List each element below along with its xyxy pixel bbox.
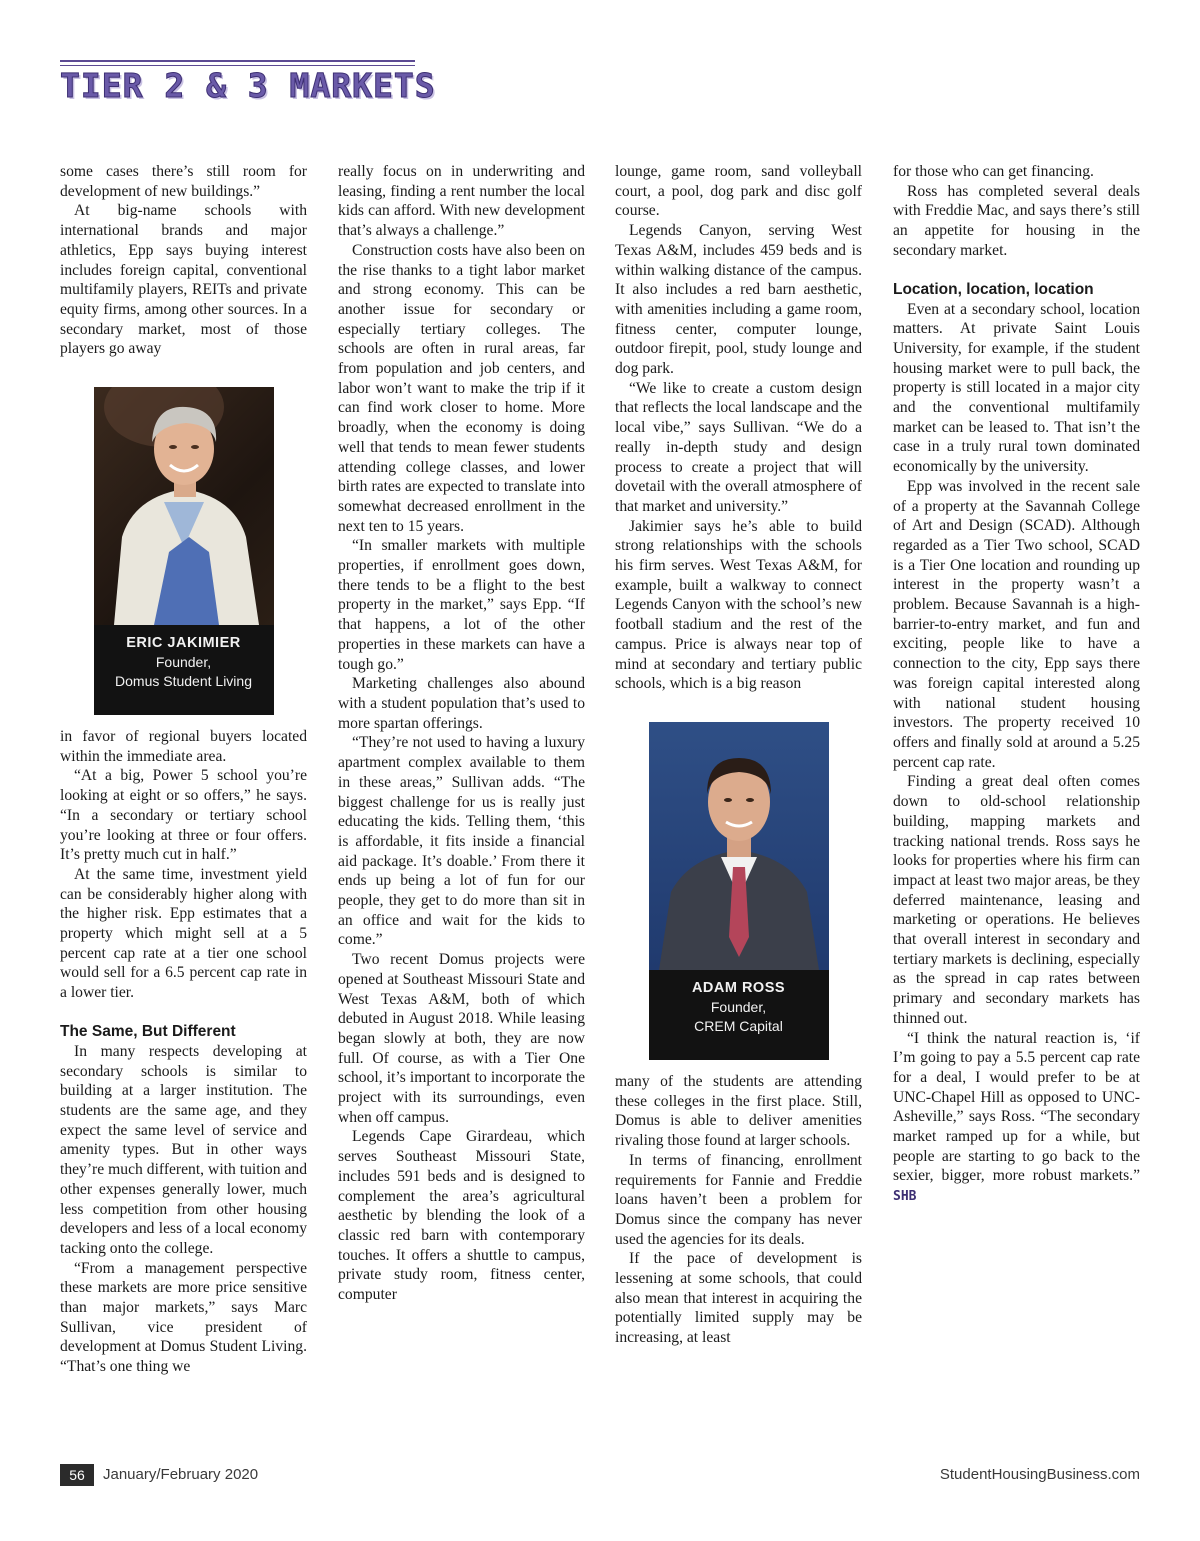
article-column-3 <box>615 162 862 1348</box>
paragraph: “At a big, Power 5 school you’re looking at eight or so offers,” he says. “In a secondary or tertiary school you’re looking at three or four offers. It’s pretty much cut in half.” <box>60 767 307 864</box>
caption-title: Founder, <box>155 654 212 671</box>
paragraph: many of the students are attending these colleges in the first place. Still, Domus is able to deliver amenities rivaling those found at larger schools. <box>615 1072 862 1150</box>
website-url: StudentHousingBusiness.com <box>939 1466 1140 1483</box>
issue-date: January/February 2020 <box>103 1466 259 1483</box>
portrait-image <box>94 387 274 625</box>
photo-eric-jakimier <box>94 387 274 715</box>
paragraph: Jakimier says he’s able to build strong relationships with the schools his firm serves. West Texas A&M, for example, built a walkway to connect Legends Canyon with the school’s new football stadium and the rest of the campus. Price is always near top of mind at secondary and tertiary public schools, which is a big reason <box>615 517 862 693</box>
paragraph: Legends Canyon, serving West Texas A&M, includes 459 beds and is within walking distance of the campus. It also includes a red barn aesthetic, with amenities including a game room, fitness center, computer lounge, outdoor firepit, pool, study lounge and dog park. <box>615 222 862 378</box>
paragraph: “In smaller markets with multiple properties, if enrollment goes down, there tends to be a flight to the best property in the market,” says Epp. “If that happens, a lot of the other properties in these markets can have a tough go.” <box>338 537 585 673</box>
caption-company: CREM Capital <box>694 1017 783 1034</box>
paragraph: In terms of financing, enrollment requirements for Fannie and Freddie loans haven’t been a problem for Domus since the company has never used the agencies for its deals. <box>615 1151 862 1248</box>
paragraph: At the same time, investment yield can be considerably higher along with the higher risk. Epp estimates that a property which might sell at a 5 percent cap rate at a tier one school would sell for a 6.5 percent cap rate in a lower tier. <box>60 865 307 1002</box>
paragraph: Legends Cape Girardeau, which serves Southeast Missouri State, includes 591 beds and is designed to complement the area’s agricultural aesthetic by blending the look of a classic red barn with contemporary touches. It offers a shuttle to campus, private study room, fitness center, computer <box>338 1128 585 1304</box>
paragraph: “From a management perspective these markets are more price sensitive than major markets,” says Marc Sullivan, vice president of development at Domus Student Living. “That’s one thing we <box>60 1259 307 1376</box>
paragraph-text: “I think the natural reaction is, ‘if I’m going to pay a 5.5 percent cap rate for a deal, I would prefer to be at UNC-Chapel Hill as opposed to UNC-Asheville,” says Ross. “The secondary market ramped up for a while, but people are starting to go back to the sexier, bigger, more robust markets.” <box>893 1029 1140 1185</box>
photo-caption <box>94 625 274 715</box>
paragraph: Marketing challenges also abound with a student population that’s used to more spartan offerings. <box>338 675 585 732</box>
caption-title: Founder, <box>710 998 767 1015</box>
caption-name: ERIC JAKIMIER <box>126 635 241 652</box>
article-column-4 <box>893 162 1140 1207</box>
paragraph: Construction costs have also been on the rise thanks to a tight labor market and strong economy. This can be another issue for secondary or especially tertiary colleges. The schools are often in rural areas, far from population and job centers, and labor won’t want to make the trip if it can find work closer to home. More broadly, when the economy is doing well that tends to mean fewer students attending college classes, and lower birth rates are expected to translate into somewhat decreased enrollment in the next ten to 15 years. <box>338 241 585 535</box>
end-mark: SHB <box>893 1189 917 1205</box>
paragraph: Epp was involved in the recent sale of a property at the Savannah College of Art and Design (SCAD). Although regarded as a Tier Two school, SCAD is a Tier One location and rounding up interest in the property wasn’t a problem. Because Savannah is a high-barrier-to-entry market, and fun and exciting, people like to have a connection to the city, Epp says there was foreign capital interested along with national student housing investors. The property received 10 offers and finally sold at around a 5.25 percent cap rate. <box>893 477 1140 771</box>
subheading: Location, location, location <box>893 280 1094 298</box>
paragraph: “They’re not used to having a luxury apartment complex available to them in these areas,” Sullivan adds. “The biggest challenge for us is really just educating the kids. Telling them, ‘this is affordable, it fits inside a financial aid package. It’s doable.’ From there it ends up being a lot of fun for our people, they get to do more than sit in an office and wait for the kids to come.” <box>338 734 585 949</box>
paragraph: Two recent Domus projects were opened at Southeast Missouri State and West Texas A&M, both of which debuted in August 2018. While leasing began slowly at both, they are now full. Of course, as with a Tier One school, it’s important to incorporate the project with its surroundings, even when off campus. <box>338 951 585 1126</box>
paragraph: for those who can get financing. <box>893 163 1094 180</box>
paragraph: in favor of regional buyers located within the immediate area. <box>60 728 307 765</box>
photo-adam-ross <box>649 722 829 1060</box>
paragraph: At big-name schools with international brands and major athletics, Epp says buying interest includes foreign capital, conventional multifamily players, REITs and private equity firms, among other sources. In a secondary market, most of those players go away <box>60 202 307 358</box>
portrait-image <box>649 722 829 970</box>
paragraph: Finding a great deal often comes down to old-school relationship building, mapping markets and tracking national trends. Ross says he looks for properties where his firm can impact at least two major areas, be they deferred maintenance, leasing and marketing or operations. He believes that overall interest in secondary and tertiary markets is declining, especially as the spread in cap rates between primary and secondary markets has thinned out. <box>893 773 1140 1027</box>
page-number: 56 <box>60 1464 94 1486</box>
paragraph: some cases there’s still room for development of new buildings.” <box>60 163 307 200</box>
paragraph: really focus on in underwriting and leasing, finding a rent number the local kids can afford. With new development that’s always a challenge.” <box>338 163 585 240</box>
section-title: TIER 2 & 3 MARKETS <box>60 66 436 105</box>
article-column-1 <box>60 162 307 1377</box>
paragraph: Even at a secondary school, location matters. At private Saint Louis University, for example, if the student housing market were to pull back, the property is still located in a major city and the conventional multifamily market can be leased to. That isn’t the case in a truly rural town dominated economically by the university. <box>893 300 1140 476</box>
header-rule <box>60 60 415 62</box>
paragraph: lounge, game room, sand volleyball court, a pool, dog park and disc golf course. <box>615 163 862 220</box>
paragraph: Ross has completed several deals with Freddie Mac, and says there’s still an appetite for housing in the secondary market. <box>893 182 1140 259</box>
paragraph: “We like to create a custom design that reflects the local landscape and the local vibe,” says Sullivan. “We do a really in-depth study and design process to create a project that will dovetail with the overall atmosphere of that market and university.” <box>615 379 862 515</box>
paragraph <box>893 1029 1140 1207</box>
article-column-2 <box>338 162 585 1305</box>
subheading: The Same, But Different <box>60 1022 236 1040</box>
caption-company: Domus Student Living <box>115 673 252 690</box>
paragraph: If the pace of development is lessening at some schools, that could also mean that interest in acquiring the potentially limited supply may be increasing, at least <box>615 1250 862 1347</box>
caption-name: ADAM ROSS <box>691 979 786 996</box>
photo-caption <box>649 970 829 1060</box>
paragraph: In many respects developing at secondary schools is similar to building at a larger institution. The students are the same age, and they expect the same level of service and amenity types. But in other ways they’re much different, with tuition and other expenses generally lower, much less competition from other housing developers and less of a local economy tacking onto the college. <box>60 1042 307 1257</box>
